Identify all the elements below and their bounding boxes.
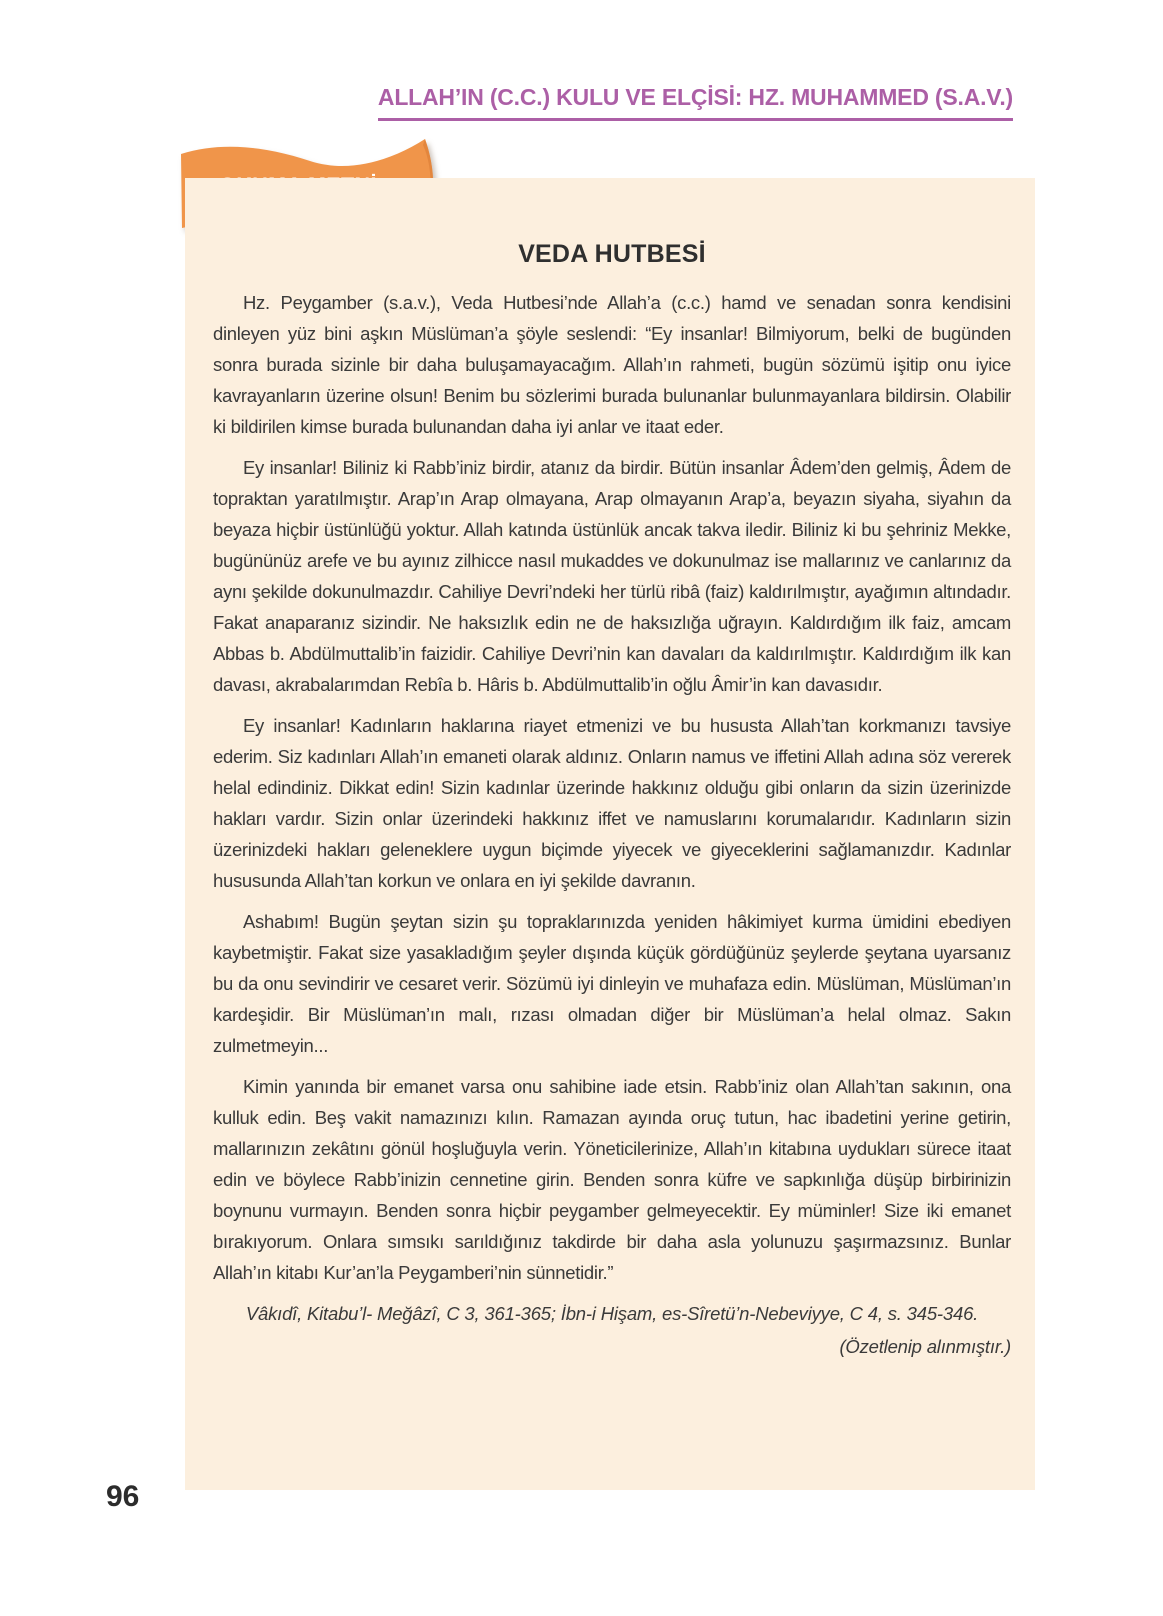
- chapter-title: ALLAH’IN (C.C.) KULU VE ELÇİSİ: HZ. MUHAMMED (S.A.V.): [378, 84, 1013, 121]
- reading-title: VEDA HUTBESİ: [518, 240, 706, 268]
- chapter-header: [378, 84, 1013, 121]
- page-number: 96: [106, 1480, 140, 1513]
- paragraph-1: Hz. Peygamber (s.a.v.), Veda Hutbesi’nde Allah’a (c.c.) hamd ve senadan sonra kendisini dinleyen yüz bini aşkın Müslüman’a şöyle seslendi: “Ey insanlar! Bilmiyorum, belki de bugünden sonra burada sizinle bir daha buluşamayacağım. Allah’ın rahmeti, bugün sözümü işitip onu iyice kavrayanların üzerine olsun! Benim bu sözlerimi burada bulunanlar bulunmayanlara bildirsin. Olabilir ki bildirilen kimse burada bulunandan daha iyi anlar ve itaat eder.: [213, 292, 1011, 437]
- source-citation: Vâkıdî, Kitabu’l- Meğâzî, C 3, 361-365; İbn-i Hişam, es-Sîretü’n-Nebeviyye, C 4, s. 345-346.: [245, 1303, 979, 1324]
- paragraph-4: Ashabım! Bugün şeytan sizin şu topraklarınızda yeniden hâkimiyet kurma ümidini ebediyen kaybetmiştir. Fakat size yasakladığım şeyler dışında küçük gördüğünüz şeylerde şeytana uyarsanız bu da onu sevindirir ve cesaret verir. Sözümü iyi dinleyin ve muhafaza edin. Müslüman, Müslüman’ın kardeşidir. Bir Müslüman’ın malı, rızası olmadan diğer bir Müslüman’a helal olmaz. Sakın zulmetmeyin...: [213, 911, 1011, 1056]
- paragraph-3: Ey insanlar! Kadınların haklarına riayet etmenizi ve bu hususta Allah’tan korkmanızı tavsiye ederim. Siz kadınları Allah’ın emaneti olarak aldınız. Onların namus ve iffetini Allah adına söz vererek helal edindiniz. Dikkat edin! Sizin kadınlar üzerinde hakkınız olduğu gibi onların da sizin üzerinizde hakları vardır. Sizin onlar üzerindeki hakkınız iffet ve namuslarını korumalarıdır. Kadınların sizin üzerinizdeki hakları geleneklere uygun biçimde yiyecek ve giyeceklerini sağlamanızdır. Kadınlar hususunda Allah’tan korkun ve onlara en iyi şekilde davranın.: [213, 715, 1011, 891]
- citation-note: (Özetlenip alınmıştır.): [839, 1336, 1011, 1357]
- reading-text-panel: [185, 178, 1035, 1490]
- paragraph-2: Ey insanlar! Biliniz ki Rabb’iniz birdir, atanız da birdir. Bütün insanlar Âdem’den gelmiş, Âdem de topraktan yaratılmıştır. Arap’ın Arap olmayana, Arap olmayanın Arap’a, beyazın siyaha, siyahın da beyaza hiçbir üstünlüğü yoktur. Allah katında üstünlük ancak takva iledir. Biliniz ki bu şehriniz Mekke, bugününüz arefe ve bu ayınız zilhicce nasıl mukaddes ve dokunulmaz ise mallarınız ve canlarınız da aynı şekilde dokunulmazdır. Cahiliye Devri’ndeki her türlü ribâ (faiz) kaldırılmıştır, ayağımın altındadır. Fakat anaparanız sizindir. Ne haksızlık edin ne de haksızlığa uğrayın. Kaldırdığım ilk faiz, amcam Abbas b. Abdülmuttalib’in faizidir. Cahiliye Devri’nin kan davaları da kaldırılmıştır. Kaldırdığım ilk kan davası, akrabalarımdan Rebîa b. Hâris b. Abdülmuttalib’in oğlu Âmir’in kan davasıdır.: [213, 457, 1011, 695]
- paragraph-5: Kimin yanında bir emanet varsa onu sahibine iade etsin. Rabb’iniz olan Allah’tan sakının, ona kulluk edin. Beş vakit namazınızı kılın. Ramazan ayında oruç tutun, hac ibadetini yerine getirin, mallarınızın zekâtını gönül hoşluğuyla verin. Yöneticilerinize, Allah’ın kitabına uydukları sürece itaat edin ve böylece Rabb’inizin cennetine girin. Benden sonra küfre ve sapkınlığa düşüp birbirinizin boynunu vurmayın. Benden sonra hiçbir peygamber gelmeyecektir. Ey müminler! Size iki emanet bırakıyorum. Onlara sımsıkı sarıldığınız takdirde bir daha asla yolunuzu şaşırmazsınız. Bunlar Allah’ın kitabı Kur’an’la Peygamberi’nin sünnetidir.”: [213, 1076, 1011, 1283]
